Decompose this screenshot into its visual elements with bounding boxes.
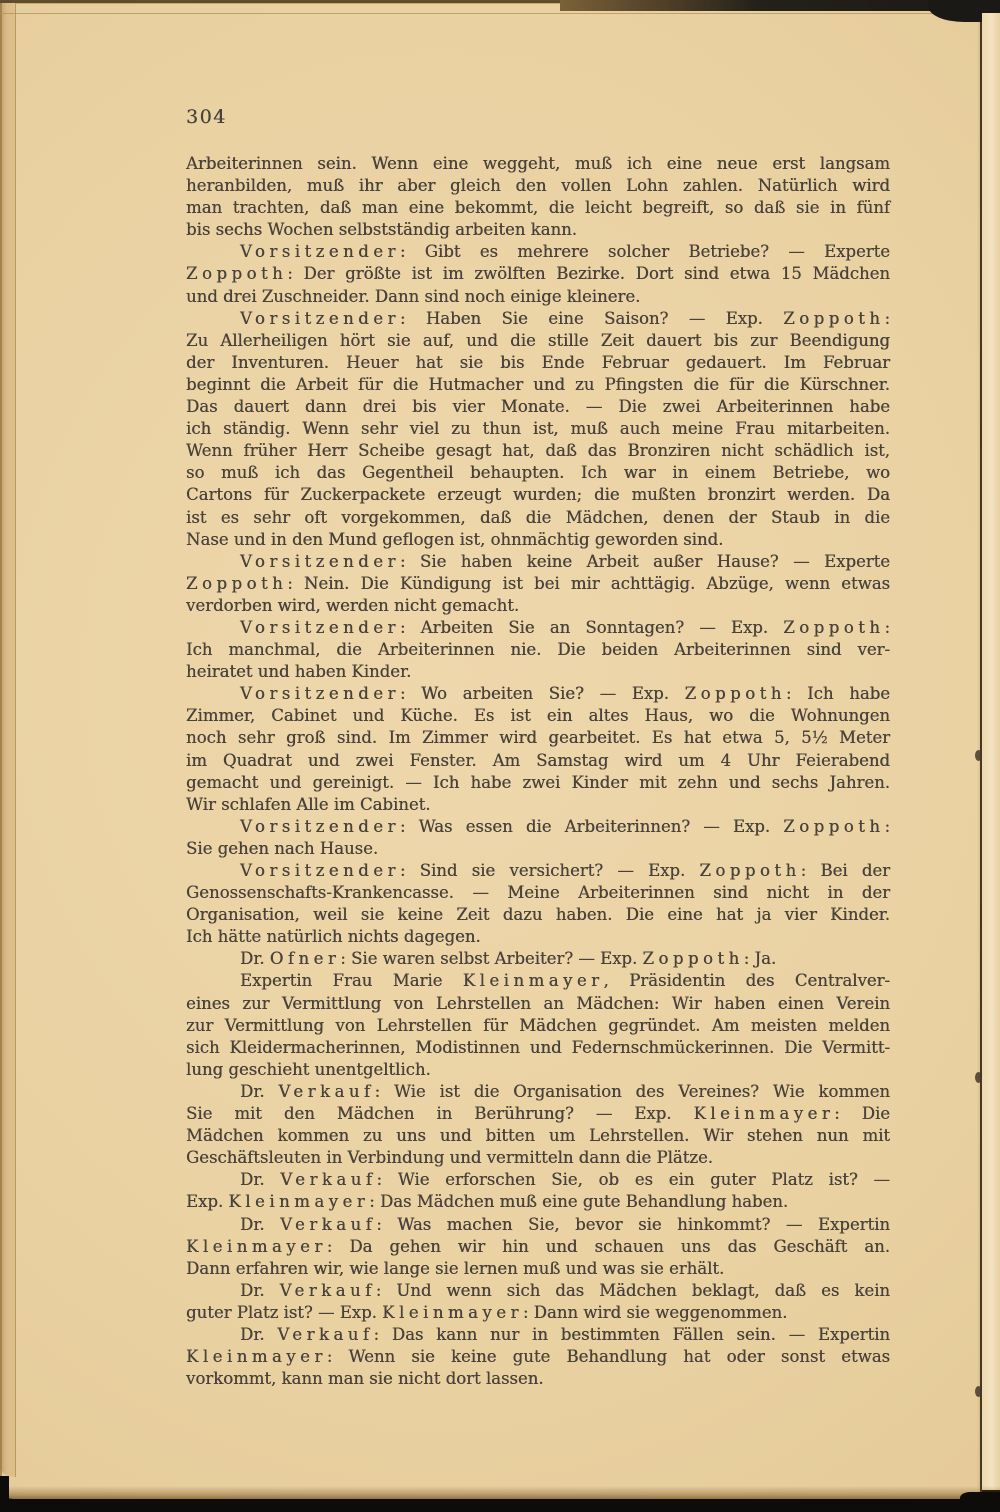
speaker-name: Zoppoth: [699, 861, 801, 880]
text-line: Kleinmayer: Wenn sie keine gute Behandlung hat oder sonst etwas: [186, 1347, 890, 1367]
text-line: Vorsitzender: Haben Sie eine Saison? — Exp. Zoppoth:: [240, 308, 890, 328]
speaker-name: Kleinmayer: [382, 1302, 523, 1322]
text-line: heiratet und haben Kinder.: [186, 662, 412, 682]
text-line: eines zur Vermittlung von Lehrstellen an Mädchen: Wir haben einen Verein: [186, 993, 890, 1013]
speaker-name: Vorsitzender: [240, 617, 400, 637]
text-line: Dr. Verkauf: Wie ist die Organisation des Vereines? Wie kommen: [240, 1081, 890, 1101]
speaker-name: Kleinmayer: [186, 1236, 327, 1256]
speaker-name: Zoppoth: [642, 949, 744, 969]
speaker-name: Zoppoth: [186, 264, 288, 284]
text-line: Organisation, weil sie keine Zeit dazu haben. Die eine hat ja vier Kinder.: [186, 905, 890, 925]
gutter-ink-spot: [975, 750, 982, 761]
text-line: Dann erfahren wir, wie lange sie lernen muß und was sie erhält.: [186, 1258, 725, 1278]
speaker-name: Zoppoth: [186, 573, 288, 593]
text-line: Dr. Verkauf: Wie erforschen Sie, ob es ein guter Platz ist? —: [240, 1170, 890, 1190]
text-line: ich ständig. Wenn sehr viel zu thun ist, muß auch meine Frau mitarbeiten.: [186, 419, 890, 439]
speaker-name: Verkauf: [280, 1214, 377, 1234]
text-line: bis sechs Wochen selbstständig arbeiten kann.: [186, 220, 577, 240]
gutter-ink-spot: [975, 1072, 982, 1083]
text-line: Geschäftsleuten in Verbindung und vermitteln dann die Plätze.: [186, 1148, 713, 1168]
text-line: so muß ich das Gegentheil behaupten. Ich war in einem Betriebe, wo: [186, 463, 890, 483]
text-line: Dr. Verkauf: Und wenn sich das Mädchen beklagt, daß es kein: [240, 1280, 890, 1300]
text-line: Dr. Ofner: Sie waren selbst Arbeiter? — Exp. Zoppoth: Ja.: [240, 949, 777, 969]
page-left-hairline: [0, 3, 2, 1477]
text-line: Vorsitzender: Was essen die Arbeiterinnen? — Exp. Zoppoth:: [240, 816, 890, 836]
speaker-name: Vorsitzender: [240, 242, 400, 262]
text-line: Nase und in den Mund geflogen ist, ohnmächtig geworden sind.: [186, 529, 724, 549]
text-line: Vorsitzender: Sind sie versichert? — Exp. Zoppoth: Bei der: [240, 861, 890, 880]
printed-text-layer: [186, 106, 890, 1390]
text-line: Wenn früher Herr Scheibe gesagt hat, daß das Bronziren nicht schädlich ist,: [186, 441, 890, 461]
scan-bottom-right-corner: [960, 1492, 1000, 1512]
speaker-name: Zoppoth: [684, 684, 786, 704]
gutter-ink-spot: [975, 1386, 982, 1397]
page-bottom-shadow: [0, 1486, 1000, 1499]
speaker-name: Vorsitzender: [240, 684, 400, 704]
text-line: Dr. Verkauf: Das kann nur in bestimmten Fällen sein. — Expertin: [240, 1324, 890, 1344]
page-left-edge: [0, 3, 16, 1477]
text-block: [186, 153, 890, 1390]
text-line: guter Platz ist? — Exp. Kleinmayer: Dann wird sie weggenommen.: [186, 1302, 788, 1322]
scan-bottom-left-corner: [0, 1476, 9, 1512]
text-line: im Quadrat und zwei Fenster. Am Samstag wird um 4 Uhr Feierabend: [186, 750, 890, 770]
text-line: beginnt die Arbeit für die Hutmacher und zu Pfingsten die für die Kürschner.: [186, 374, 890, 394]
speaker-name: Verkauf: [279, 1280, 376, 1300]
scan-bottom-edge: [0, 1499, 1000, 1512]
speaker-name: Verkauf: [280, 1170, 377, 1190]
text-line: Wir schlafen Alle im Cabinet.: [186, 794, 431, 814]
speaker-name: Zoppoth: [783, 308, 885, 328]
text-line: Zoppoth: Der größte ist im zwölften Bezirke. Dort sind etwa 15 Mädchen: [186, 264, 890, 284]
speaker-name: Zoppoth: [783, 816, 885, 836]
text-line: noch sehr groß sind. Im Zimmer wird gearbeitet. Es hat etwa 5, 5½ Meter: [186, 728, 890, 748]
text-line: der Inventuren. Heuer hat sie bis Ende Februar gedauert. Im Februar: [186, 352, 890, 372]
page-number: 304: [186, 106, 227, 128]
text-line: Expertin Frau Marie Kleinmayer, Präsidentin des Centralver-: [240, 971, 890, 991]
text-line: heranbilden, muß ihr aber gleich den vollen Lohn zahlen. Natürlich wird: [186, 176, 890, 196]
speaker-name: Kleinmayer: [462, 971, 604, 991]
text-line: ist es sehr oft vorgekommen, daß die Mädchen, denen der Staub in die: [186, 507, 890, 527]
text-line: Zoppoth: Nein. Die Kündigung ist bei mir achttägig. Abzüge, wenn etwas: [186, 573, 890, 593]
speaker-name: Kleinmayer: [186, 1347, 327, 1367]
text-line: Arbeiterinnen sein. Wenn eine weggeht, muß ich eine neue erst langsam: [186, 154, 890, 173]
text-line: Zu Allerheiligen hört sie auf, und die stille Zeit dauert bis zur Beendigung: [186, 330, 890, 350]
text-line: Ich manchmal, die Arbeiterinnen nie. Die beiden Arbeiterinnen sind ver-: [186, 640, 890, 660]
speaker-name: Kleinmayer: [693, 1104, 835, 1124]
speaker-name: Vorsitzender: [240, 861, 400, 880]
text-line: Dr. Verkauf: Was machen Sie, bevor sie hinkommt? — Expertin: [240, 1214, 890, 1234]
text-line: Kleinmayer: Da gehen wir hin und schauen uns das Geschäft an.: [186, 1236, 890, 1256]
text-line: Vorsitzender: Wo arbeiten Sie? — Exp. Zoppoth: Ich habe: [240, 684, 890, 704]
text-line: Vorsitzender: Sie haben keine Arbeit außer Hause? — Experte: [240, 551, 890, 571]
text-line: Zimmer, Cabinet und Küche. Es ist ein altes Haus, wo die Wohnungen: [186, 706, 890, 726]
text-line: Exp. Kleinmayer: Das Mädchen muß eine gute Behandlung haben.: [186, 1192, 789, 1212]
text-line: man trachten, daß man eine bekommt, die leicht begreift, so daß sie in fünf: [186, 198, 890, 218]
text-line: Sie mit den Mädchen in Berührung? — Exp. Kleinmayer: Die: [186, 1104, 890, 1124]
text-line: Ich hätte natürlich nichts dagegen.: [186, 927, 481, 947]
text-line: Das dauert dann drei bis vier Monate. — Die zwei Arbeiterinnen habe: [186, 397, 890, 417]
text-line: Vorsitzender: Arbeiten Sie an Sonntagen? — Exp. Zoppoth:: [240, 617, 890, 637]
text-line: sich Kleidermacherinnen, Modistinnen und Federnschmückerinnen. Die Vermitt-: [186, 1037, 890, 1057]
speaker-name: Zoppoth: [783, 617, 885, 637]
speaker-name: Vorsitzender: [240, 816, 400, 836]
speaker-name: Verkauf: [277, 1324, 374, 1344]
underlying-page-edge: [982, 13, 1000, 1490]
text-line: Cartons für Zuckerpackete erzeugt wurden; die mußten bronzirt werden. Da: [186, 485, 890, 505]
text-line: Genossenschafts-Krankencasse. — Meine Arbeiterinnen sind nicht in der: [186, 883, 890, 903]
text-line: verdorben wird, werden nicht gemacht.: [186, 595, 520, 615]
text-line: Mädchen kommen zu uns und bitten um Lehrstellen. Wir stehen nun mit: [186, 1126, 890, 1146]
text-line: vorkommt, kann man sie nicht dort lassen.: [186, 1369, 544, 1389]
speaker-name: Kleinmayer: [228, 1192, 370, 1212]
text-line: gemacht und gereinigt. — Ich habe zwei Kinder mit zehn und sechs Jahren.: [186, 772, 890, 792]
speaker-name: Ofner: [269, 949, 341, 969]
speaker-name: Vorsitzender: [240, 308, 400, 328]
text-line: zur Vermittlung von Lehrstellen für Mädchen gegründet. Am meisten melden: [186, 1015, 890, 1035]
speaker-name: Vorsitzender: [240, 551, 400, 571]
text-line: und drei Zuschneider. Dann sind noch einige kleinere.: [186, 286, 641, 306]
speaker-name: Verkauf: [278, 1081, 375, 1101]
text-line: Sie gehen nach Hause.: [186, 838, 379, 858]
text-line: lung geschieht unentgeltlich.: [186, 1059, 431, 1079]
text-line: Vorsitzender: Gibt es mehrere solcher Betriebe? — Experte: [240, 242, 890, 262]
page-top-crease: [0, 13, 980, 14]
